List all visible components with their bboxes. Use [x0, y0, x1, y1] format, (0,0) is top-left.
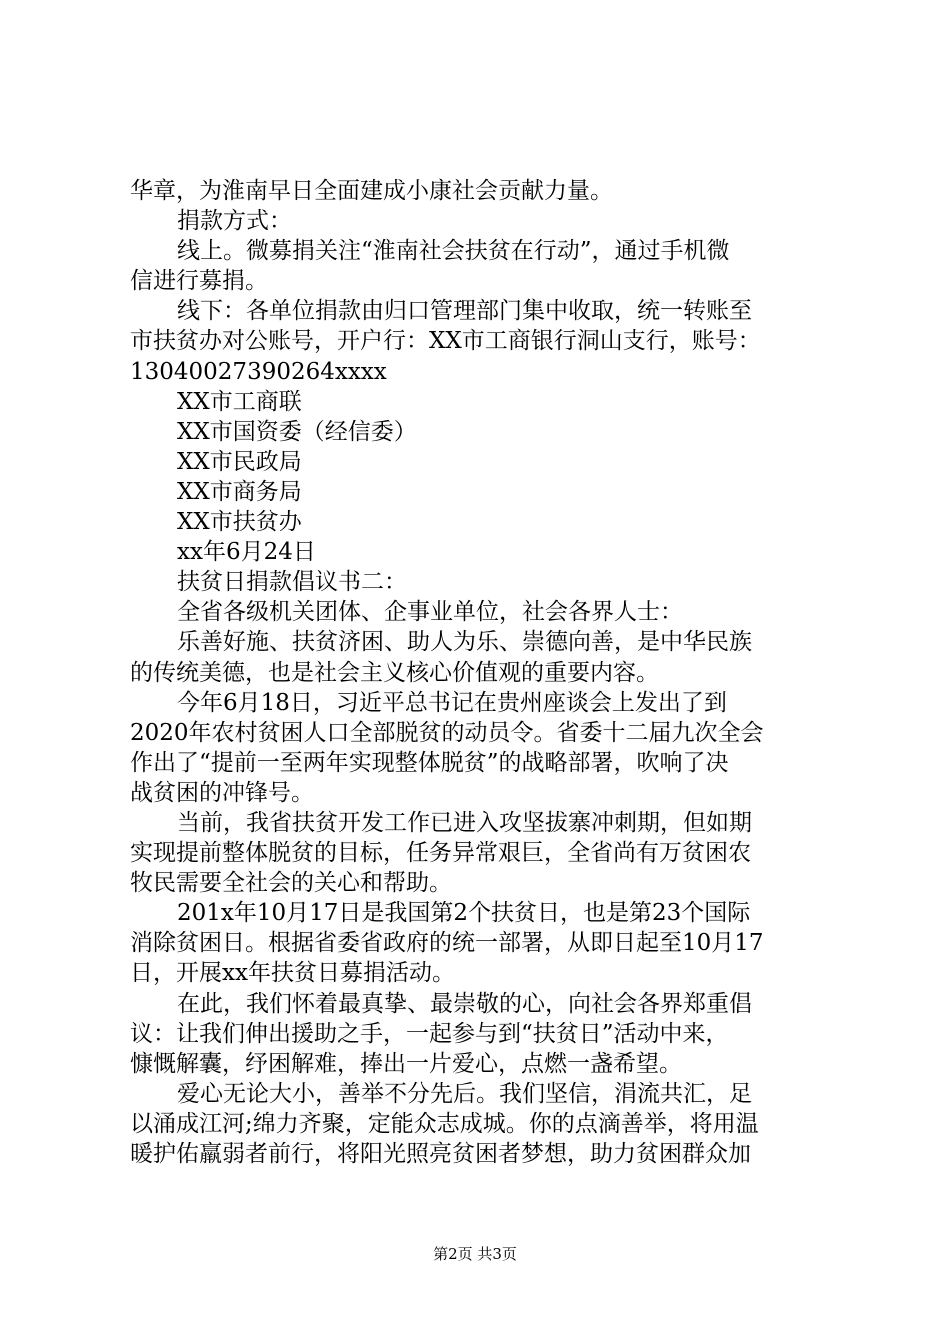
text-line: 捐款方式：	[177, 208, 292, 235]
text-line: 作出了“提前一至两年实现整体脱贫”的战略部署，吹响了决	[130, 749, 729, 776]
text-line: XX市民政局	[177, 448, 302, 475]
text-line: 牧民需要全社会的关心和帮助。	[130, 870, 452, 897]
text-line: xx年6月24日	[177, 539, 316, 566]
text-line: 实现提前整体脱贫的目标，任务异常艰巨，全省尚有万贫困农	[130, 840, 751, 867]
text-line: 在此，我们怀着最真挚、最崇敬的心，向社会各界郑重倡	[177, 990, 752, 1017]
text-line: XX市工商联	[177, 388, 302, 415]
text-line: 扶贫日捐款倡议书二：	[177, 569, 407, 596]
text-line: 线上。微募捐关注“淮南社会扶贫在行动”，通过手机微	[177, 238, 730, 265]
text-line: XX市商务局	[177, 478, 302, 505]
text-line: 华章，为淮南早日全面建成小康社会贡献力量。	[130, 178, 613, 204]
text-line: 议：让我们伸出援助之手，一起参与到“扶贫日”活动中来，	[130, 1020, 729, 1047]
text-line: 战贫困的冲锋号。	[130, 779, 314, 806]
text-line: 乐善好施、扶贫济困、助人为乐、崇德向善，是中华民族	[177, 629, 752, 656]
text-line: 消除贫困日。根据省委省政府的统一部署，从即日起至10月17	[130, 930, 764, 957]
text-line: 日，开展xx年扶贫日募捐活动。	[130, 960, 455, 987]
text-line: XX市扶贫办	[177, 509, 302, 536]
text-line: 爱心无论大小，善举不分先后。我们坚信，涓流共汇，足	[177, 1080, 752, 1107]
text-line: 慷慨解囊，纾困解难，捧出一片爱心，点燃一盏希望。	[130, 1050, 682, 1077]
text-line: 以涌成江河;绵力齐聚，定能众志成城。你的点滴善举，将用温	[130, 1110, 759, 1137]
text-line: 线下：各单位捐款由归口管理部门集中收取，统一转账至	[177, 298, 752, 325]
text-line: 13040027390264xxxx	[130, 358, 387, 385]
page-number-footer: 第2页 共3页	[433, 1245, 517, 1263]
text-line: 当前，我省扶贫开发工作已进入攻坚拔寨冲刺期，但如期	[177, 809, 752, 836]
text-line: XX市国资委（经信委）	[177, 418, 417, 445]
text-line: 暖护佑羸弱者前行，将阳光照亮贫困者梦想，助力贫困群众加	[130, 1141, 751, 1167]
text-line: 今年6月18日，习近平总书记在贵州座谈会上发出了到	[177, 689, 727, 716]
text-line: 市扶贫办对公账号，开户行：XX市工商银行洞山支行，账号：	[130, 328, 761, 355]
text-line: 信进行募捐。	[130, 268, 268, 295]
text-line: 的传统美德，也是社会主义核心价值观的重要内容。	[130, 659, 659, 686]
text-line: 2020年农村贫困人口全部脱贫的动员令。省委十二届九次全会	[130, 719, 764, 746]
document-body	[130, 176, 832, 1169]
text-line: 全省各级机关团体、企事业单位，社会各界人士：	[177, 599, 683, 626]
text-line: 201x年10月17日是我国第2个扶贫日，也是第23个国际	[177, 900, 751, 927]
